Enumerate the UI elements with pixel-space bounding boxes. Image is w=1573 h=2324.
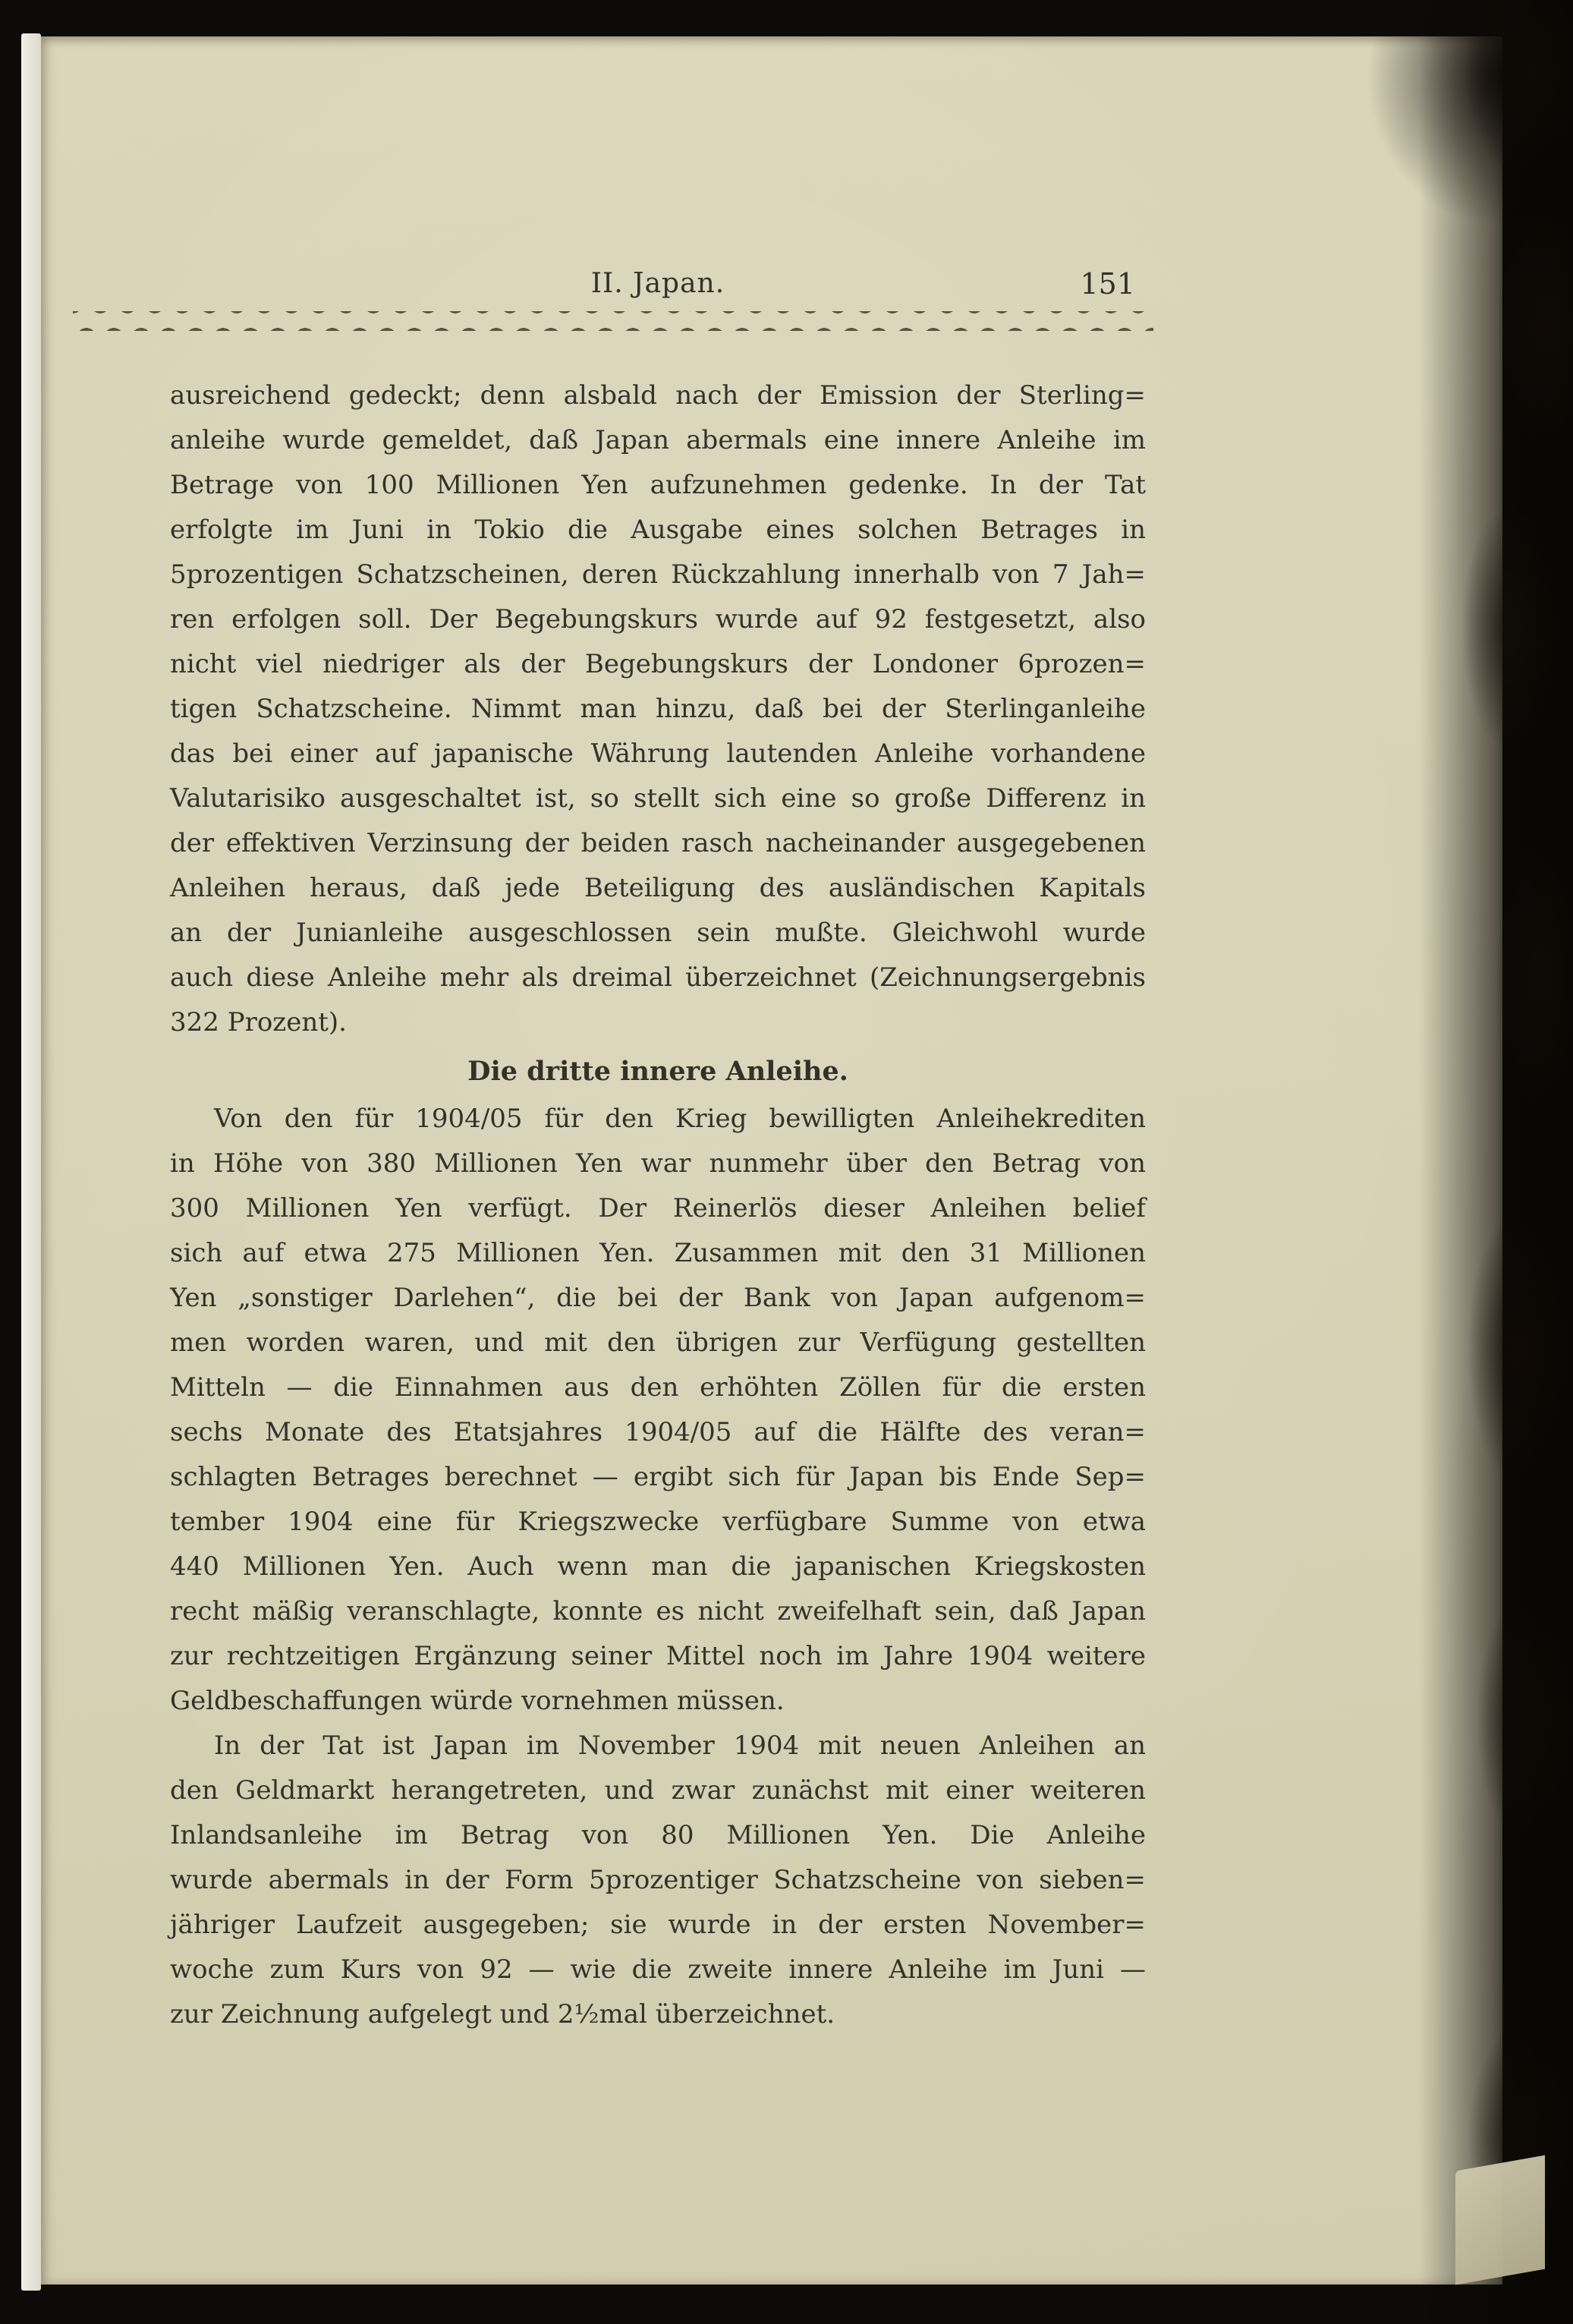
page-content	[170, 264, 1146, 2037]
ornament-border	[73, 311, 1153, 331]
text-line: zur rechtzeitigen Ergänzung seiner Mittel noch im Jahre 1904 weitere	[170, 1641, 1146, 1671]
book-page	[41, 36, 1502, 2285]
facing-page-edge	[21, 33, 41, 2291]
text-line: in Höhe von 380 Millionen Yen war nunmehr über den Betrag von	[170, 1148, 1146, 1179]
chapter-title: II. Japan.	[590, 268, 725, 299]
text-line: Geldbeschaffungen würde vornehmen müssen.	[170, 1686, 785, 1716]
text-line: woche zum Kurs von 92 — wie die zweite innere Anleihe im Juni —	[170, 1954, 1146, 1985]
text-line: auch diese Anleihe mehr als dreimal überzeichnet (Zeichnungsergebnis	[170, 962, 1146, 993]
text-line: sechs Monate des Etatsjahres 1904/05 auf die Hälfte des veran=	[170, 1417, 1146, 1447]
binding-edge	[1419, 0, 1573, 2324]
text-line: Betrage von 100 Millionen Yen aufzunehmen gedenke. In der Tat	[170, 470, 1146, 500]
paragraph-1	[170, 373, 1146, 1045]
paragraph-2	[170, 1097, 1146, 1724]
text-line: tember 1904 eine für Kriegszwecke verfügbare Summe von etwa	[170, 1507, 1146, 1537]
text-line: men worden waren, und mit den übrigen zur Verfügung gestellten	[170, 1327, 1146, 1358]
page-corner	[1455, 2156, 1545, 2285]
text-line: anleihe wurde gemeldet, daß Japan abermals eine innere Anleihe im	[170, 425, 1146, 455]
body-text	[170, 373, 1146, 2037]
text-line: der effektiven Verzinsung der beiden rasch nacheinander ausgegebenen	[170, 828, 1146, 858]
text-line: erfolgte im Juni in Tokio die Ausgabe eines solchen Betrages in	[170, 515, 1146, 545]
section-heading: Die dritte innere Anleihe.	[467, 1056, 848, 1087]
text-line: Anleihen heraus, daß jede Beteiligung des ausländischen Kapitals	[170, 873, 1146, 903]
text-line: In der Tat ist Japan im November 1904 mit neuen Anleihen an	[214, 1730, 1146, 1761]
paragraph-3	[170, 1724, 1146, 2037]
text-line: Inlandsanleihe im Betrag von 80 Millionen Yen. Die Anleihe	[170, 1820, 1146, 1850]
text-line: schlagten Betrages berechnet — ergibt sich für Japan bis Ende Sep=	[170, 1462, 1146, 1492]
text-line: Yen „sonstiger Darlehen“, die bei der Bank von Japan aufgenom=	[170, 1283, 1146, 1313]
text-line: sich auf etwa 275 Millionen Yen. Zusammen mit den 31 Millionen	[170, 1238, 1146, 1268]
text-line: ren erfolgen soll. Der Begebungskurs wurde auf 92 festgesetzt, also	[170, 604, 1146, 635]
page-number: 151	[1080, 267, 1135, 301]
text-line: tigen Schatzscheine. Nimmt man hinzu, daß bei der Sterlinganleihe	[170, 694, 1146, 724]
text-line: zur Zeichnung aufgelegt und 2½mal überzeichnet.	[170, 1999, 835, 2030]
text-line: Valutarisiko ausgeschaltet ist, so stellt sich eine so große Differenz in	[170, 783, 1146, 814]
text-line: an der Junianleihe ausgeschlossen sein mußte. Gleichwohl wurde	[170, 918, 1146, 948]
text-line: ausreichend gedeckt; denn alsbald nach der Emission der Sterling=	[170, 380, 1146, 411]
text-line: 322 Prozent).	[170, 1007, 347, 1038]
text-line: Von den für 1904/05 für den Krieg bewilligten Anleihekrediten	[214, 1104, 1146, 1134]
page-header	[170, 264, 1146, 304]
text-line: nicht viel niedriger als der Begebungskurs der Londoner 6prozen=	[170, 649, 1146, 679]
text-line: das bei einer auf japanische Währung lautenden Anleihe vorhandene	[170, 738, 1146, 769]
text-line: Mitteln — die Einnahmen aus den erhöhten Zöllen für die ersten	[170, 1372, 1146, 1403]
text-line: 300 Millionen Yen verfügt. Der Reinerlös dieser Anleihen belief	[170, 1193, 1146, 1223]
text-line: den Geldmarkt herangetreten, und zwar zunächst mit einer weiteren	[170, 1775, 1146, 1806]
text-line: wurde abermals in der Form 5prozentiger Schatzscheine von sieben=	[170, 1865, 1146, 1895]
text-line: 440 Millionen Yen. Auch wenn man die japanischen Kriegskosten	[170, 1551, 1146, 1582]
text-line: 5prozentigen Schatzscheinen, deren Rückzahlung innerhalb von 7 Jah=	[170, 559, 1146, 590]
text-line: recht mäßig veranschlagte, konnte es nicht zweifelhaft sein, daß Japan	[170, 1596, 1146, 1626]
text-line: jähriger Laufzeit ausgegeben; sie wurde in der ersten November=	[170, 1910, 1146, 1940]
